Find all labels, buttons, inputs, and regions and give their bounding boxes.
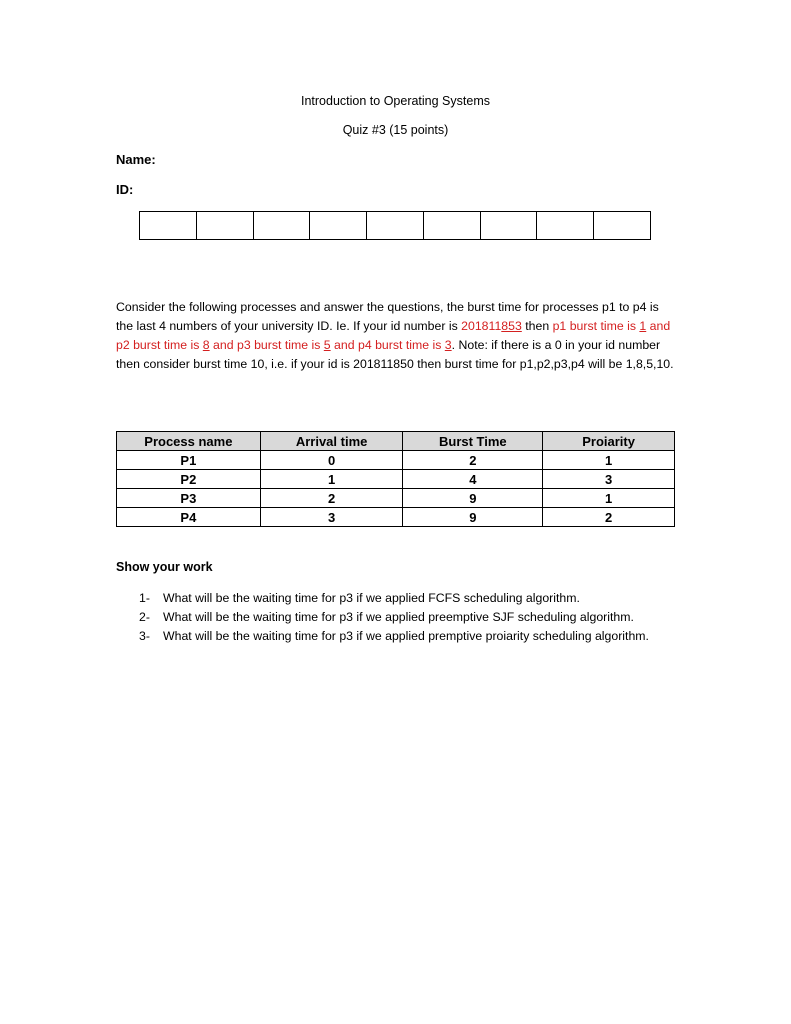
example-text-b: and p2 burst time is — [116, 319, 671, 352]
list-item — [139, 627, 679, 646]
cell-burst: 9 — [403, 489, 543, 508]
cell-arrival: 1 — [260, 470, 403, 489]
instructions-note: . Note: if there is a 0 in your id number then consider burst time 10, i.e. if your id is 201811850 then burst time for p1,p2,p3,p4 will be 1,8,5,10. — [116, 338, 674, 371]
cell-priority: 1 — [543, 489, 675, 508]
cell-burst: 2 — [403, 451, 543, 470]
example-text-a: p1 burst time is — [552, 319, 640, 333]
list-item — [139, 608, 679, 627]
instructions-paragraph — [116, 298, 676, 374]
quiz-title: Quiz #3 (15 points) — [342, 123, 449, 137]
example-id-prefix: 201811 — [461, 319, 502, 333]
question-text: What will be the waiting time for p3 if we applied FCFS scheduling algorithm. — [163, 591, 580, 605]
cell-burst: 9 — [403, 508, 543, 527]
table-header-row — [117, 432, 675, 451]
example-burst-p4: 3 — [444, 338, 452, 352]
id-digit-box[interactable] — [594, 212, 650, 239]
question-text: What will be the waiting time for p3 if we applied premptive proiarity scheduling algorithm. — [163, 629, 649, 643]
id-digit-box[interactable] — [537, 212, 594, 239]
table-row — [117, 489, 675, 508]
header-priority: Proiarity — [543, 432, 675, 451]
example-id-suffix: 853 — [501, 319, 522, 333]
id-digit-box[interactable] — [140, 212, 197, 239]
cell-arrival: 2 — [260, 489, 403, 508]
id-digit-box[interactable] — [197, 212, 254, 239]
id-label: ID: — [116, 182, 134, 197]
id-digit-box[interactable] — [254, 212, 311, 239]
question-number: 1- — [139, 591, 150, 605]
header-burst-time: Burst Time — [403, 432, 543, 451]
cell-arrival: 3 — [260, 508, 403, 527]
cell-priority: 3 — [543, 470, 675, 489]
instructions-text: Consider the following processes and answer the questions, the burst time for processes p1 to p4 is the last 4 numbers of your university ID. Ie. If your id number is — [116, 300, 659, 333]
cell-process: P3 — [117, 489, 261, 508]
question-number: 3- — [139, 629, 150, 643]
id-digit-box[interactable] — [481, 212, 538, 239]
question-text: What will be the waiting time for p3 if we applied preemptive SJF scheduling algorithm. — [163, 610, 634, 624]
header-process-name: Process name — [117, 432, 261, 451]
id-digit-box[interactable] — [310, 212, 367, 239]
cell-arrival: 0 — [260, 451, 403, 470]
table-row — [117, 451, 675, 470]
table-row — [117, 470, 675, 489]
id-digit-box[interactable] — [367, 212, 424, 239]
question-list — [139, 589, 679, 646]
cell-priority: 1 — [543, 451, 675, 470]
example-burst-p2: 8 — [202, 338, 210, 352]
list-item — [139, 589, 679, 608]
cell-priority: 2 — [543, 508, 675, 527]
example-text-c: and p3 burst time is — [209, 338, 324, 352]
cell-process: P4 — [117, 508, 261, 527]
instructions-then: then — [521, 319, 553, 333]
cell-process: P2 — [117, 470, 261, 489]
process-table — [116, 431, 675, 527]
cell-process: P1 — [117, 451, 261, 470]
cell-burst: 4 — [403, 470, 543, 489]
example-burst-p1: 1 — [639, 319, 647, 333]
name-label: Name: — [116, 152, 156, 167]
course-title: Introduction to Operating Systems — [301, 94, 490, 108]
example-burst-p3: 5 — [323, 338, 331, 352]
example-id — [461, 319, 522, 333]
show-work-heading: Show your work — [116, 560, 213, 574]
question-number: 2- — [139, 610, 150, 624]
header-arrival-time: Arrival time — [260, 432, 403, 451]
id-digit-box[interactable] — [424, 212, 481, 239]
example-text-d: and p4 burst time is — [330, 338, 445, 352]
table-row — [117, 508, 675, 527]
id-digit-boxes — [139, 211, 651, 240]
